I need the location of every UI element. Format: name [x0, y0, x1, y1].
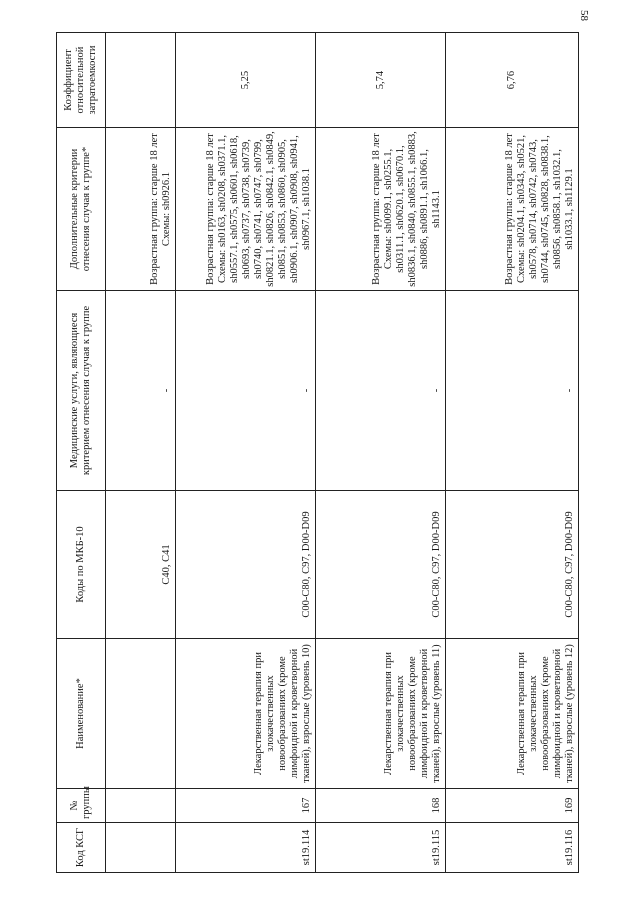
- cell-name: Лекарственная терапия при злокачественных новообразованиях (кроме лимфоидной и кроветворной тканей), взрослые (уровень 11): [316, 639, 446, 789]
- cell-coefficient: [106, 33, 176, 128]
- cell-code: [106, 823, 176, 873]
- cell-additional: Возрастная группа: старше 18 лет Схемы: sh0099.1, sh0255.1, sh0311.1, sh0620.1, sh0670.1, sh0836.1, sh0840, sh0855.1, sh0883, sh0886, sh0891.1, sh1066.1, sh1143.1: [316, 128, 446, 291]
- table-row: [106, 33, 176, 873]
- cell-group-number: [106, 789, 176, 823]
- cell-coefficient: 6,76: [446, 33, 579, 128]
- header-services: Медицинские услуги, являющиеся критерием отнесения случая к группе: [57, 291, 106, 491]
- cell-services: -: [106, 291, 176, 491]
- header-mkb: Коды по МКБ-10: [57, 491, 106, 639]
- cell-name: Лекарственная терапия при злокачественных новообразованиях (кроме лимфоидной и кроветворной тканей), взрослые (уровень 12): [446, 639, 579, 789]
- cell-code: st19.115: [316, 823, 446, 873]
- cell-mkb: C00-C80, C97, D00-D09: [176, 491, 316, 639]
- header-group-number: № группы: [57, 789, 106, 823]
- header-name: Наименование*: [57, 639, 106, 789]
- ksg-table: [56, 32, 579, 873]
- cell-services: -: [316, 291, 446, 491]
- cell-mkb: C00-C80, C97, D00-D09: [316, 491, 446, 639]
- cell-code: st19.114: [176, 823, 316, 873]
- rotated-table-wrapper: [56, 33, 576, 873]
- cell-mkb: C00-C80, C97, D00-D09: [446, 491, 579, 639]
- cell-mkb: C40, C41: [106, 491, 176, 639]
- cell-services: -: [176, 291, 316, 491]
- cell-additional: Возрастная группа: старше 18 лет Схемы: sh0163, sh0208, sh0371.1, sh0557.1, sh0575, sh0601, sh0618, sh0693, sh0737, sh0738, sh0739, sh0740, sh0741, sh0747, sh0799, sh0821.1, sh0826, sh0842.1, sh0849, sh0851, sh0853, sh0860, sh0905, sh0906.1, sh0907, sh0908, sh0941, sh0967.1, sh1038.1: [176, 128, 316, 291]
- cell-group-number: 169: [446, 789, 579, 823]
- cell-group-number: 168: [316, 789, 446, 823]
- cell-services: -: [446, 291, 579, 491]
- cell-name: [106, 639, 176, 789]
- header-additional: Дополнительные критерии отнесения случая к группе*: [57, 128, 106, 291]
- cell-name: Лекарственная терапия при злокачественных новообразованиях (кроме лимфоидной и кроветворной тканей), взрослые (уровень 10): [176, 639, 316, 789]
- cell-code: st19.116: [446, 823, 579, 873]
- table-row: [176, 33, 316, 873]
- page-number: 58: [578, 10, 590, 21]
- cell-additional: Возрастная группа: старше 18 лет Схемы: sh0926.1: [106, 128, 176, 291]
- cell-coefficient: 5,74: [316, 33, 446, 128]
- header-code: Код КСГ: [57, 823, 106, 873]
- table-header-row: [57, 33, 106, 873]
- cell-additional: Возрастная группа: старше 18 лет Схемы: sh0204.1, sh0343, sh0521, sh0578, sh0714, sh0742, sh0743, sh0744, sh0745, sh0828, sh0838.1, sh0856, sh0858.1, sh1032.1, sh1033.1, sh1129.1: [446, 128, 579, 291]
- table-row: [446, 33, 579, 873]
- table-row: [316, 33, 446, 873]
- cell-coefficient: 5,25: [176, 33, 316, 128]
- header-coefficient: Коэффициент относительной затратоемкости: [57, 33, 106, 128]
- cell-group-number: 167: [176, 789, 316, 823]
